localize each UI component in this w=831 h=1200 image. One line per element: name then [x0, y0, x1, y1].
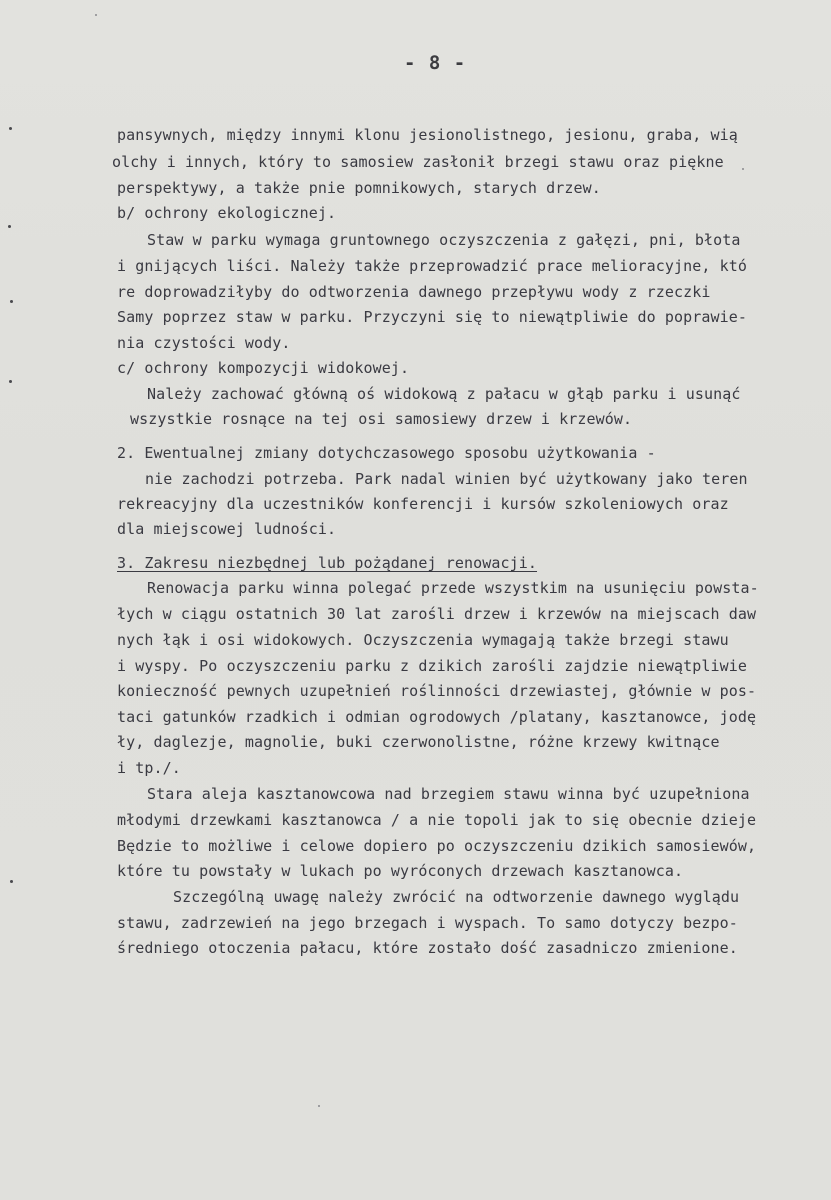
text-line: ły, daglezje, magnolie, buki czerwonolistne, różne krzewy kwitnące: [117, 733, 720, 751]
text-line: które tu powstały w lukach po wyróconych drzewach kasztanowca.: [117, 862, 684, 880]
margin-mark: [8, 225, 11, 228]
text-line: Należy zachować główną oś widokową z pałacu w głąb parku i usunąć: [147, 385, 741, 403]
margin-mark: [9, 127, 12, 130]
section-heading: 3. Zakresu niezbędnej lub pożądanej renowacji.: [117, 554, 538, 572]
text-line: 2. Ewentualnej zmiany dotychczasowego sposobu użytkowania -: [117, 444, 656, 462]
text-line: nie zachodzi potrzeba. Park nadal winien być użytkowany jako teren: [145, 470, 748, 488]
margin-mark: [9, 380, 12, 383]
text-line: c/ ochrony kompozycji widokowej.: [117, 359, 410, 377]
text-line: średniego otoczenia pałacu, które zostało dość zasadniczo zmienione.: [117, 939, 738, 957]
text-line: olchy i innych, który to samosiew zasłonił brzegi stawu oraz piękne: [112, 153, 724, 171]
text-line: b/ ochrony ekologicznej.: [117, 204, 337, 222]
text-line: Szczególną uwagę należy zwrócić na odtworzenie dawnego wyglądu: [173, 888, 740, 906]
text-line: Staw w parku wymaga gruntownego oczyszczenia z gałęzi, pni, błota: [147, 231, 741, 249]
text-line: łych w ciągu ostatnich 30 lat zarośli drzew i krzewów na miejscach daw: [117, 605, 757, 623]
text-line: Będzie to możliwe i celowe dopiero po oczyszczeniu dzikich samosiewów,: [117, 837, 757, 855]
text-line: Stara aleja kasztanowcowa nad brzegiem stawu winna być uzupełniona: [147, 785, 750, 803]
text-line: wszystkie rosnące na tej osi samosiewy drzew i krzewów.: [130, 410, 633, 428]
text-line: nia czystości wody.: [117, 334, 291, 352]
text-line: stawu, zadrzewień na jego brzegach i wyspach. To samo dotyczy bezpo-: [117, 914, 738, 932]
margin-mark: [10, 300, 13, 303]
text-line: młodymi drzewkami kasztanowca / a nie topoli jak to się obecnie dzieje: [117, 811, 757, 829]
text-line: Renowacja parku winna polegać przede wszystkim na usunięciu powsta-: [147, 579, 759, 597]
text-line: Samy poprzez staw w parku. Przyczyni się to niewątpliwie do poprawie-: [117, 308, 748, 326]
text-line: perspektywy, a także pnie pomnikowych, starych drzew.: [117, 179, 601, 197]
text-line: i tp./.: [117, 759, 181, 777]
paper-speck: [95, 14, 97, 16]
paper-speck: [318, 1105, 320, 1107]
page-number: - 8 -: [404, 52, 467, 74]
text-line: pansywnych, między innymi klonu jesionolistnego, jesionu, graba, wią: [117, 126, 738, 144]
text-line: i wyspy. Po oczyszczeniu parku z dzikich zarośli zajdzie niewątpliwie: [117, 657, 748, 675]
text-line: rekreacyjny dla uczestników konferencji i kursów szkoleniowych oraz: [117, 495, 729, 513]
margin-mark: [10, 880, 13, 883]
text-line: konieczność pewnych uzupełnień roślinności drzewiastej, głównie w pos-: [117, 682, 757, 700]
text-line: dla miejscowej ludności.: [117, 520, 337, 538]
text-line: nych łąk i osi widokowych. Oczyszczenia wymagają także brzegi stawu: [117, 631, 729, 649]
paper-speck: [742, 168, 744, 170]
text-line: taci gatunków rzadkich i odmian ogrodowych /platany, kasztanowce, jodę: [117, 708, 757, 726]
text-line: i gnijących liści. Należy także przeprowadzić prace melioracyjne, któ: [117, 257, 748, 275]
text-line: re doprowadziłyby do odtworzenia dawnego przepływu wody z rzeczki: [117, 283, 711, 301]
